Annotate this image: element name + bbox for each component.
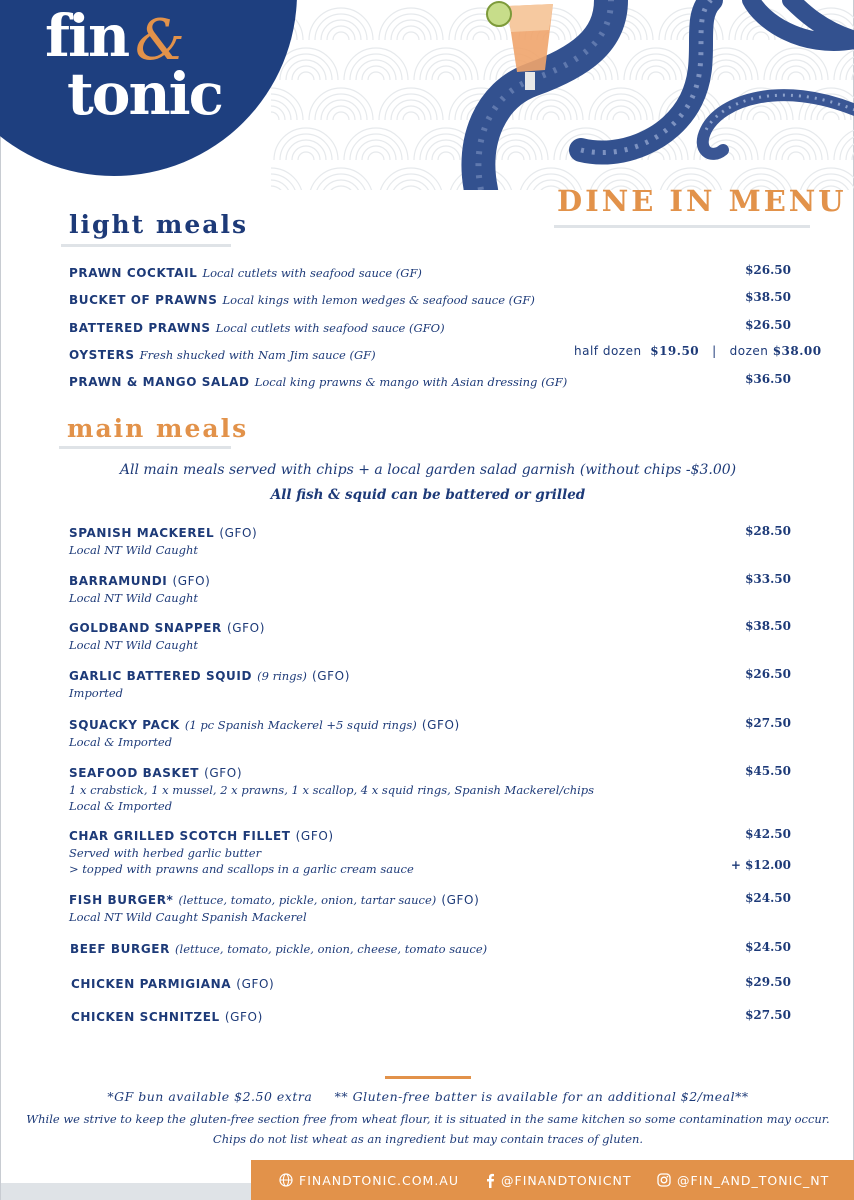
logo-fin: fin [45, 2, 129, 70]
item-price: $28.50 [745, 524, 791, 538]
item-name: SQUACKY PACK [69, 718, 180, 732]
contamination-note: While we strive to keep the gluten-free section free from wheat flour, it is situated in the same kitchen so some contamination may occur. [26, 1112, 830, 1126]
globe-icon [279, 1173, 293, 1187]
item-name: BARRAMUNDI [69, 574, 168, 588]
menu-item-bucket-of-prawns [69, 289, 535, 308]
menu-item [70, 939, 487, 958]
menu-item-prawn-cocktail [69, 262, 422, 281]
item-price: $38.50 [745, 290, 791, 304]
instagram-text: @FIN_AND_TONIC_NT [677, 1172, 830, 1188]
item-description: Local NT Wild Caught [69, 591, 199, 605]
item-name: PRAWN & MANGO SALAD [69, 375, 250, 389]
chips-note: Chips do not list wheat as an ingredient but may contain traces of gluten. [212, 1132, 644, 1146]
instagram-link[interactable] [657, 1160, 829, 1200]
addon-price: + $12.00 [730, 858, 791, 872]
item-name: SPANISH MACKEREL [69, 526, 215, 540]
oyster-prices [574, 344, 822, 358]
item-description: Local kings with lemon wedges & seafood sauce (GF) [222, 293, 535, 307]
item-price: $33.50 [745, 572, 791, 586]
item-name: BUCKET OF PRAWNS [69, 293, 218, 307]
item-extra: (1 pc Spanish Mackerel +5 squid rings) [184, 718, 417, 732]
menu-item [69, 763, 594, 814]
item-description: Imported [69, 686, 124, 700]
item-dietary-tag: (GFO) [224, 1010, 263, 1024]
website-link[interactable] [279, 1160, 459, 1200]
facebook-text: @FINANDTONICNT [501, 1172, 632, 1188]
item-dietary-tag: (GFO) [312, 669, 351, 683]
item-price: $24.50 [745, 891, 791, 905]
facebook-link[interactable] [485, 1160, 631, 1200]
section-title-main-meals: main meals [67, 414, 249, 443]
item-description: Local cutlets with seafood sauce (GFO) [215, 321, 445, 335]
item-dietary-tag: (GFO) [441, 893, 480, 907]
heading-divider [554, 225, 810, 228]
half-dozen-price: $19.50 [650, 344, 700, 358]
item-price: $26.50 [745, 318, 791, 332]
item-description: Served with herbed garlic butter [69, 846, 262, 860]
gf-batter-note: ** Gluten-free batter is available for an additional $2/meal** [334, 1089, 749, 1104]
item-dietary-tag: (GFO) [204, 766, 243, 780]
menu-item [69, 890, 479, 925]
facebook-icon [485, 1173, 495, 1188]
menu-item [69, 523, 257, 558]
dozen-price: $38.00 [772, 344, 822, 358]
item-name: PRAWN COCKTAIL [69, 266, 198, 280]
item-name: BEEF BURGER [70, 942, 170, 956]
section-divider [59, 446, 231, 449]
item-price: $27.50 [745, 1008, 791, 1022]
item-description: Local NT Wild Caught Spanish Mackerel [69, 910, 307, 924]
menu-item-oysters [69, 344, 376, 363]
item-dietary-tag: (GFO) [219, 526, 258, 540]
website-text: FINANDTONIC.COM.AU [299, 1172, 459, 1188]
menu-item [69, 715, 460, 750]
item-name: BATTERED PRAWNS [69, 321, 211, 335]
footer-grey-strip [1, 1183, 251, 1200]
menu-item [69, 826, 414, 877]
item-name: CHICKEN SCHNITZEL [71, 1010, 220, 1024]
item-price: $24.50 [745, 940, 791, 954]
octopus-illustration [461, 0, 854, 190]
item-price: $26.50 [745, 667, 791, 681]
item-name: SEAFOOD BASKET [69, 766, 200, 780]
item-name: CHAR GRILLED SCOTCH FILLET [69, 829, 291, 843]
item-description: Local NT Wild Caught [69, 638, 199, 652]
section-divider [61, 244, 231, 247]
item-extra: (lettuce, tomato, pickle, onion, cheese, tomato sauce) [175, 942, 488, 956]
logo-tonic: tonic [67, 60, 222, 128]
item-dietary-tag: (GFO) [172, 574, 211, 588]
item-extra: (9 rings) [257, 669, 307, 683]
menu-item [69, 571, 210, 606]
item-description: Local NT Wild Caught [69, 543, 199, 557]
item-price: $36.50 [745, 372, 791, 386]
half-dozen-label: half dozen [574, 344, 642, 358]
item-price: $29.50 [745, 975, 791, 989]
menu-item [69, 618, 265, 653]
section-title-light-meals: light meals [69, 210, 249, 239]
item-dietary-tag: (GFO) [226, 621, 265, 635]
item-name: CHICKEN PARMIGIANA [71, 977, 232, 991]
price-separator: | [712, 344, 717, 358]
item-description: Local cutlets with seafood sauce (GF) [202, 266, 422, 280]
footer-notes [1, 1089, 854, 1104]
menu-item-prawn-mango-salad [69, 371, 567, 390]
item-description: Local & Imported [69, 799, 173, 813]
item-price: $45.50 [745, 764, 791, 778]
menu-item-battered-prawns [69, 317, 445, 336]
item-description: Fresh shucked with Nam Jim sauce (GF) [139, 348, 376, 362]
menu-item [71, 974, 274, 993]
item-description: Local & Imported [69, 735, 173, 749]
menu-item [69, 666, 350, 701]
menu-item [71, 1007, 263, 1026]
item-name: GARLIC BATTERED SQUID [69, 669, 253, 683]
item-name: OYSTERS [69, 348, 135, 362]
footer-divider [385, 1076, 471, 1079]
logo-ampersand: & [135, 8, 185, 73]
main-meals-intro: All main meals served with chips + a local garden salad garnish (without chips -$3.00) [119, 462, 737, 478]
item-name: FISH BURGER* [69, 893, 174, 907]
item-price: $38.50 [745, 619, 791, 633]
social-bar [251, 1160, 854, 1200]
menu-heading: DINE IN MENU [557, 184, 847, 218]
item-dietary-tag: (GFO) [421, 718, 460, 732]
item-price: $42.50 [745, 827, 791, 841]
item-dietary-tag: (GFO) [236, 977, 275, 991]
instagram-icon [657, 1173, 671, 1187]
item-dietary-tag: (GFO) [295, 829, 334, 843]
dozen-label: dozen [729, 344, 769, 358]
item-description: Local king prawns & mango with Asian dressing (GF) [254, 375, 568, 389]
item-name: GOLDBAND SNAPPER [69, 621, 222, 635]
item-description: > topped with prawns and scallops in a garlic cream sauce [69, 862, 414, 876]
item-price: $26.50 [745, 263, 791, 277]
item-extra: (lettuce, tomato, pickle, onion, tartar sauce) [178, 893, 437, 907]
main-meals-note: All fish & squid can be battered or grilled [270, 487, 586, 503]
item-description: 1 x crabstick, 1 x mussel, 2 x prawns, 1 x scallop, 4 x squid rings, Spanish Mackerel/chips [69, 783, 595, 797]
gf-bun-note: *GF bun available $2.50 extra [107, 1089, 313, 1104]
item-price: $27.50 [745, 716, 791, 730]
